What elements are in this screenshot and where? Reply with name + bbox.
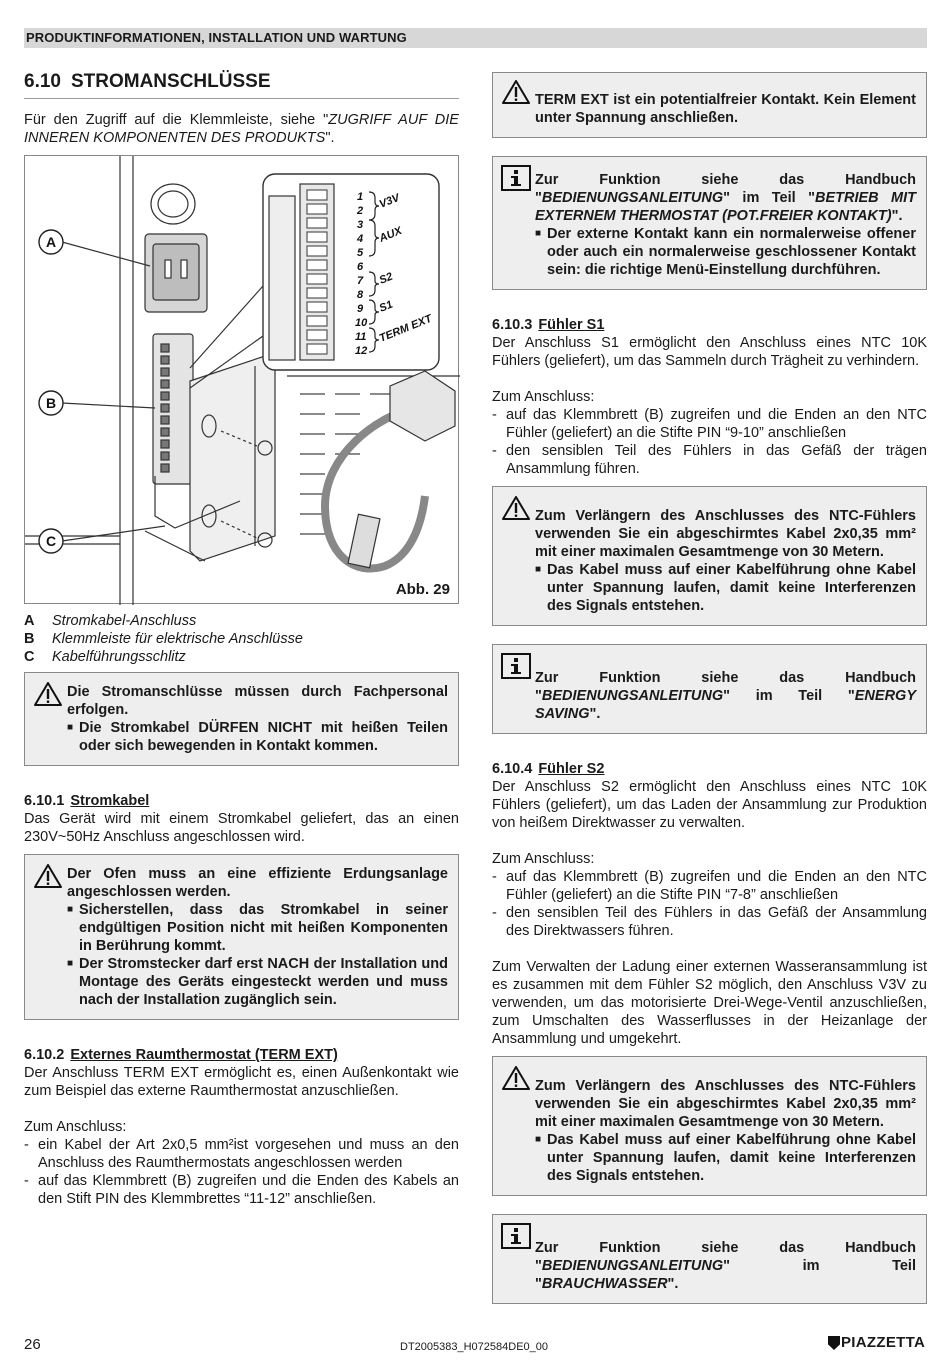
pin-label: 6 (357, 261, 364, 273)
page-number: 26 (24, 1336, 41, 1353)
group-label-s1: S1 (377, 298, 395, 315)
info-box-energy-saving (492, 644, 927, 734)
callout-b: B (45, 395, 57, 411)
info-mid: " im Teil " (723, 190, 815, 206)
group-label-s2: S2 (377, 270, 395, 287)
warning-icon (501, 1065, 531, 1096)
pin-label: 9 (357, 303, 364, 315)
warning-box-grounding (24, 854, 459, 1020)
figure-terminal-block (24, 155, 459, 604)
document-code: DT2005383_H072584DE0_00 (400, 1341, 549, 1353)
warning-icon (33, 681, 63, 712)
subsection-title-s2 (492, 760, 927, 778)
warning-text: Der Ofen muss an eine effiziente Erdungsanlage angeschlossen werden. (67, 866, 448, 900)
subsection-title-stromkabel (24, 792, 459, 810)
section-intro (24, 111, 459, 147)
pin-label: 10 (355, 317, 368, 329)
info-part: ENERGY SAVING (535, 688, 916, 722)
section-number: 6.10 (24, 71, 61, 92)
legend-item (24, 612, 459, 630)
list-item: - auf das Klemmbrett (B) zugreifen und die Enden des Kabels an den Stift PIN des Klemmbrettes “11-12” anschließen. (24, 1172, 459, 1208)
right-column (492, 72, 927, 1304)
list-item: - auf das Klemmbrett (B) zugreifen und die Enden an den NTC Fühler (geliefert) an die Stifte PIN “7-8” anschließen (492, 868, 927, 904)
pin-label: 2 (357, 205, 364, 217)
brand-name: PIAZZETTA (841, 1334, 926, 1351)
paragraph: Der Anschluss TERM EXT ermöglicht es, einen Außenkontakt wie zum Beispiel das externe Raumthermostat anzuschließen. (24, 1065, 459, 1099)
info-manual: BEDIENUNGSANLEITUNG (541, 688, 724, 704)
info-icon (501, 1223, 531, 1254)
paragraph-lead: Zum Anschluss: (492, 389, 595, 405)
warning-box-term-ext (492, 72, 927, 138)
figure-legend (24, 612, 459, 666)
legend-text: Kabelführungsschlitz (52, 649, 186, 665)
subsection-heading: Externes Raumthermostat (TERM EXT) (70, 1047, 338, 1063)
list-item: - ein Kabel der Art 2x0,5 mm²ist vorgesehen und muss an den Anschluss des Raumthermostats angeschlossen werden (24, 1136, 459, 1172)
figure-caption: Abb. 29 (395, 581, 450, 598)
section-title (24, 70, 459, 99)
warning-text: Zum Verlängern des Anschlusses des NTC-Fühlers verwenden Sie ein abgeschirmtes Kabel 2x0,35 mm² mit einer maximalen Gesamtmenge von 30 Metern. (535, 1078, 916, 1130)
subsection-heading: Fühler S1 (538, 317, 605, 333)
info-box-thermostat (492, 156, 927, 290)
intro-reference: ZUGRIFF AUF DIE INNEREN KOMPONENTEN DES PRODUKTS (24, 112, 459, 146)
warning-bullet: ■ Das Kabel muss auf einer Kabelführung ohne Kabel unter Spannung laufen, damit keine Interferenzen des Signals entstehen. (535, 1131, 916, 1185)
section-heading: STROMANSCHLÜSSE (70, 71, 271, 92)
info-bullet: ■ Der externe Kontakt kann ein normalerweise offener oder auch ein normalerweise geschlossener Kontakt sein: die richtige Menü-Einstellung durchführen. (535, 225, 916, 279)
warning-icon (33, 863, 63, 894)
paragraph-lead: Zum Anschluss: (24, 1119, 127, 1135)
intro-suffix: ". (325, 130, 335, 146)
subsection-title-s1 (492, 316, 927, 334)
paragraph: Der Anschluss S1 ermöglicht den Anschluss eines NTC 10K Fühlers (geliefert), um das Sammeln durch Trägheit zu verhindern. (492, 335, 927, 369)
paragraph: Zum Verwalten der Ladung einer externen Wasseransammlung ist es zusammen mit dem Fühler S2 möglich, den Anschluss V3V zu verwenden, um das motorisierte Drei-Wege-Ventil anzuschließen, zum Umschalten des Wasserflusses in der Heizanlage der Ansammlung und umgekehrt. (492, 959, 927, 1047)
warning-box-electrical (24, 672, 459, 766)
subsection-heading: Stromkabel (70, 793, 150, 809)
pin-label: 3 (357, 219, 364, 231)
list-item: - den sensiblen Teil des Fühlers in das Gefäß der Ansammlung des Direktwassers führen. (492, 904, 927, 940)
pin-label: 8 (357, 289, 364, 301)
warning-bullet: ■ Das Kabel muss auf einer Kabelführung ohne Kabel unter Spannung laufen, damit keine Interferenzen des Signals entstehen. (535, 561, 916, 615)
info-suffix: ". (667, 1276, 679, 1292)
callout-c: C (45, 533, 57, 549)
info-part: BETRIEB MIT EXTERNEM THERMOSTAT (POT.FREIER KONTAKT) (535, 190, 916, 224)
warning-bullet: ■ Die Stromkabel DÜRFEN NICHT mit heißen Teilen oder sich bewegenden in Kontakt kommen. (67, 719, 448, 755)
subsection-number: 6.10.4 (492, 761, 533, 777)
group-label-aux: AUX (377, 224, 404, 245)
info-text (535, 669, 916, 723)
legend-key: C (24, 649, 35, 665)
brand-mark-icon (828, 1336, 840, 1350)
info-prefix: Zur Funktion siehe das Handbuch " (535, 670, 916, 704)
info-text (535, 1239, 916, 1293)
list-item: - auf das Klemmbrett (B) zugreifen und die Enden an den NTC Fühler (geliefert) an die Stifte PIN “9-10” anschließen (492, 406, 927, 442)
warning-icon (501, 495, 531, 526)
info-prefix: Zur Funktion siehe das Handbuch " (535, 1240, 916, 1274)
left-column (24, 70, 459, 1208)
pin-label: 12 (355, 345, 368, 357)
subsection-number: 6.10.2 (24, 1047, 65, 1063)
warning-icon (501, 79, 531, 110)
subsection-number: 6.10.3 (492, 317, 533, 333)
group-label-term-ext: TERM EXT (377, 312, 434, 345)
subsection-title-term-ext (24, 1046, 459, 1064)
legend-key: B (24, 631, 35, 647)
info-text (535, 171, 916, 225)
callout-a: A (45, 234, 57, 250)
warning-box-ntc-s1 (492, 486, 927, 626)
info-mid: " im Teil " (535, 1258, 916, 1292)
warning-box-ntc-s2 (492, 1056, 927, 1196)
pin-label: 5 (357, 247, 364, 259)
subsection-number: 6.10.1 (24, 793, 65, 809)
pin-label: 7 (357, 275, 364, 287)
info-suffix: ". (891, 208, 903, 224)
warning-text: Zum Verlängern des Anschlusses des NTC-Fühlers verwenden Sie ein abgeschirmtes Kabel 2x0,35 mm² mit einer maximalen Gesamtmenge von 30 Metern. (535, 508, 916, 560)
info-box-brauchwasser (492, 1214, 927, 1304)
info-manual: BEDIENUNGSANLEITUNG (541, 190, 724, 206)
legend-text: Klemmleiste für elektrische Anschlüsse (52, 631, 303, 647)
pin-label: 4 (357, 233, 364, 245)
paragraph: Das Gerät wird mit einem Stromkabel geliefert, das an einen 230V~50Hz Anschluss angeschlossen wird. (24, 811, 459, 845)
legend-text: Stromkabel-Anschluss (52, 613, 197, 629)
info-manual: BEDIENUNGSANLEITUNG (541, 1258, 724, 1274)
warning-bullet: ■ Sicherstellen, dass das Stromkabel in seiner endgültigen Position nicht mit heißen Komponenten in Berührung kommt. (67, 901, 448, 955)
terminal-block-illustration (25, 156, 460, 605)
paragraph: Der Anschluss S2 ermöglicht den Anschluss eines NTC 10K Fühlers (geliefert), um das Laden der Ansammlung zur Produktion von heißem Direktwasser zu verwalten. (492, 779, 927, 831)
info-mid: " im Teil " (723, 688, 855, 704)
paragraph-lead: Zum Anschluss: (492, 851, 595, 867)
info-icon (501, 165, 531, 196)
intro-prefix: Für den Zugriff auf die Klemmleiste, siehe " (24, 112, 329, 128)
warning-text: Die Stromanschlüsse müssen durch Fachpersonal erfolgen. (67, 684, 448, 718)
legend-item (24, 648, 459, 666)
page-header: PRODUKTINFORMATIONEN, INSTALLATION UND WARTUNG (24, 28, 927, 48)
list-item: - den sensiblen Teil des Fühlers in das Gefäß der trägen Ansammlung führen. (492, 442, 927, 478)
warning-text: TERM EXT ist ein potentialfreier Kontakt. Kein Element unter Spannung anschließen. (535, 92, 916, 126)
pin-label: 1 (357, 191, 364, 203)
info-suffix: ". (589, 706, 601, 722)
legend-key: A (24, 613, 35, 629)
group-label-v3v: V3V (377, 191, 402, 211)
info-part: BRAUCHWASSER (541, 1276, 668, 1292)
brand-logo (828, 1334, 925, 1352)
warning-bullet: ■ Der Stromstecker darf erst NACH der Installation und Montage des Geräts eingesteckt werden und muss nach der Installation zugänglich sein. (67, 955, 448, 1009)
legend-item (24, 630, 459, 648)
subsection-heading: Fühler S2 (538, 761, 605, 777)
pin-label: 11 (355, 331, 367, 343)
info-icon (501, 653, 531, 684)
info-prefix: Zur Funktion siehe das Handbuch " (535, 172, 916, 206)
